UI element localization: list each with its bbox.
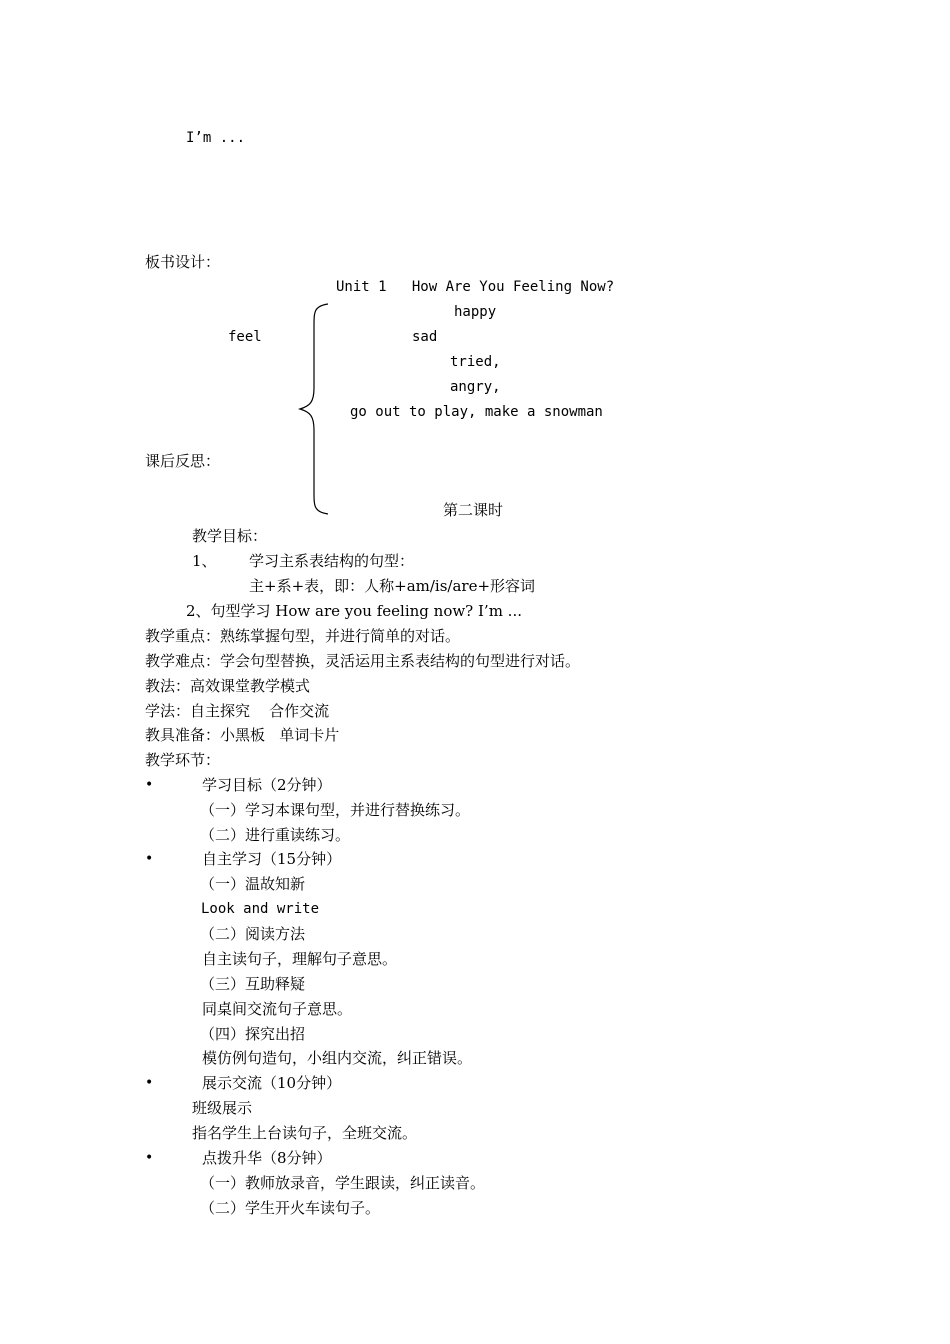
bullet-icon: • (145, 851, 154, 867)
learning-method: 学法：自主探究 合作交流 (145, 702, 330, 720)
objectives-heading: 教学目标： (192, 527, 268, 545)
section-4-title: 点拨升华（8分钟） (202, 1149, 332, 1167)
board-word-angry: angry, (450, 379, 501, 395)
key-point: 教学重点：熟练掌握句型，并进行简单的对话。 (145, 627, 461, 645)
board-design-heading: 板书设计： (145, 253, 221, 271)
section-1-title: 学习目标（2分钟） (202, 776, 332, 794)
section-3-item: 班级展示 (192, 1099, 253, 1117)
objective-1-sub: 主+系+表，即：人称+am/is/are+形容词 (249, 577, 536, 595)
curly-brace-icon (296, 302, 336, 516)
section-1-item: （一）学习本课句型，并进行替换练习。 (200, 801, 471, 819)
section-2-item: 同桌间交流句子意思。 (202, 1000, 353, 1018)
board-word-tried: tried, (450, 354, 501, 370)
objective-2: 2、句型学习 How are you feeling now? I’m ... (186, 602, 522, 620)
board-phrase-play: go out to play, make a snowman (350, 404, 603, 420)
section-4-item: （二）学生开火车读句子。 (200, 1199, 381, 1217)
lesson2-title: 第二课时 (443, 501, 504, 519)
teaching-method: 教法：高效课堂教学模式 (145, 677, 311, 695)
board-unit-title: Unit 1 How Are You Feeling Now? (336, 279, 615, 295)
board-word-sad: sad (412, 329, 438, 345)
section-3-item: 指名学生上台读句子，全班交流。 (192, 1124, 418, 1142)
teaching-tools: 教具准备：小黑板 单词卡片 (145, 726, 340, 744)
bullet-icon: • (145, 1150, 154, 1166)
steps-heading: 教学环节： (145, 751, 221, 769)
board-word-happy: happy (454, 304, 497, 320)
section-1-item: （二）进行重读练习。 (200, 826, 351, 844)
bullet-icon: • (145, 1075, 154, 1091)
reflection-heading: 课后反思： (145, 452, 221, 470)
objective-1-text: 学习主系表结构的句型： (249, 552, 415, 570)
board-word-feel: feel (228, 329, 262, 345)
section-2-item: （一）温故知新 (200, 875, 306, 893)
section-4-item: （一）教师放录音，学生跟读，纠正读音。 (200, 1174, 486, 1192)
section-2-item: Look and write (201, 901, 320, 917)
objective-1-number: 1、 (192, 552, 217, 570)
top-line: I’m ... (186, 130, 246, 146)
section-2-item: 自主读句子，理解句子意思。 (202, 950, 398, 968)
bullet-icon: • (145, 777, 154, 793)
section-2-item: （四）探究出招 (200, 1025, 306, 1043)
section-2-item: （三）互助释疑 (200, 975, 306, 993)
section-2-item: 模仿例句造句，小组内交流，纠正错误。 (202, 1049, 473, 1067)
section-2-item: （二）阅读方法 (200, 925, 306, 943)
difficulty: 教学难点：学会句型替换，灵活运用主系表结构的句型进行对话。 (145, 652, 581, 670)
section-2-title: 自主学习（15分钟） (202, 850, 342, 868)
section-3-title: 展示交流（10分钟） (202, 1074, 342, 1092)
